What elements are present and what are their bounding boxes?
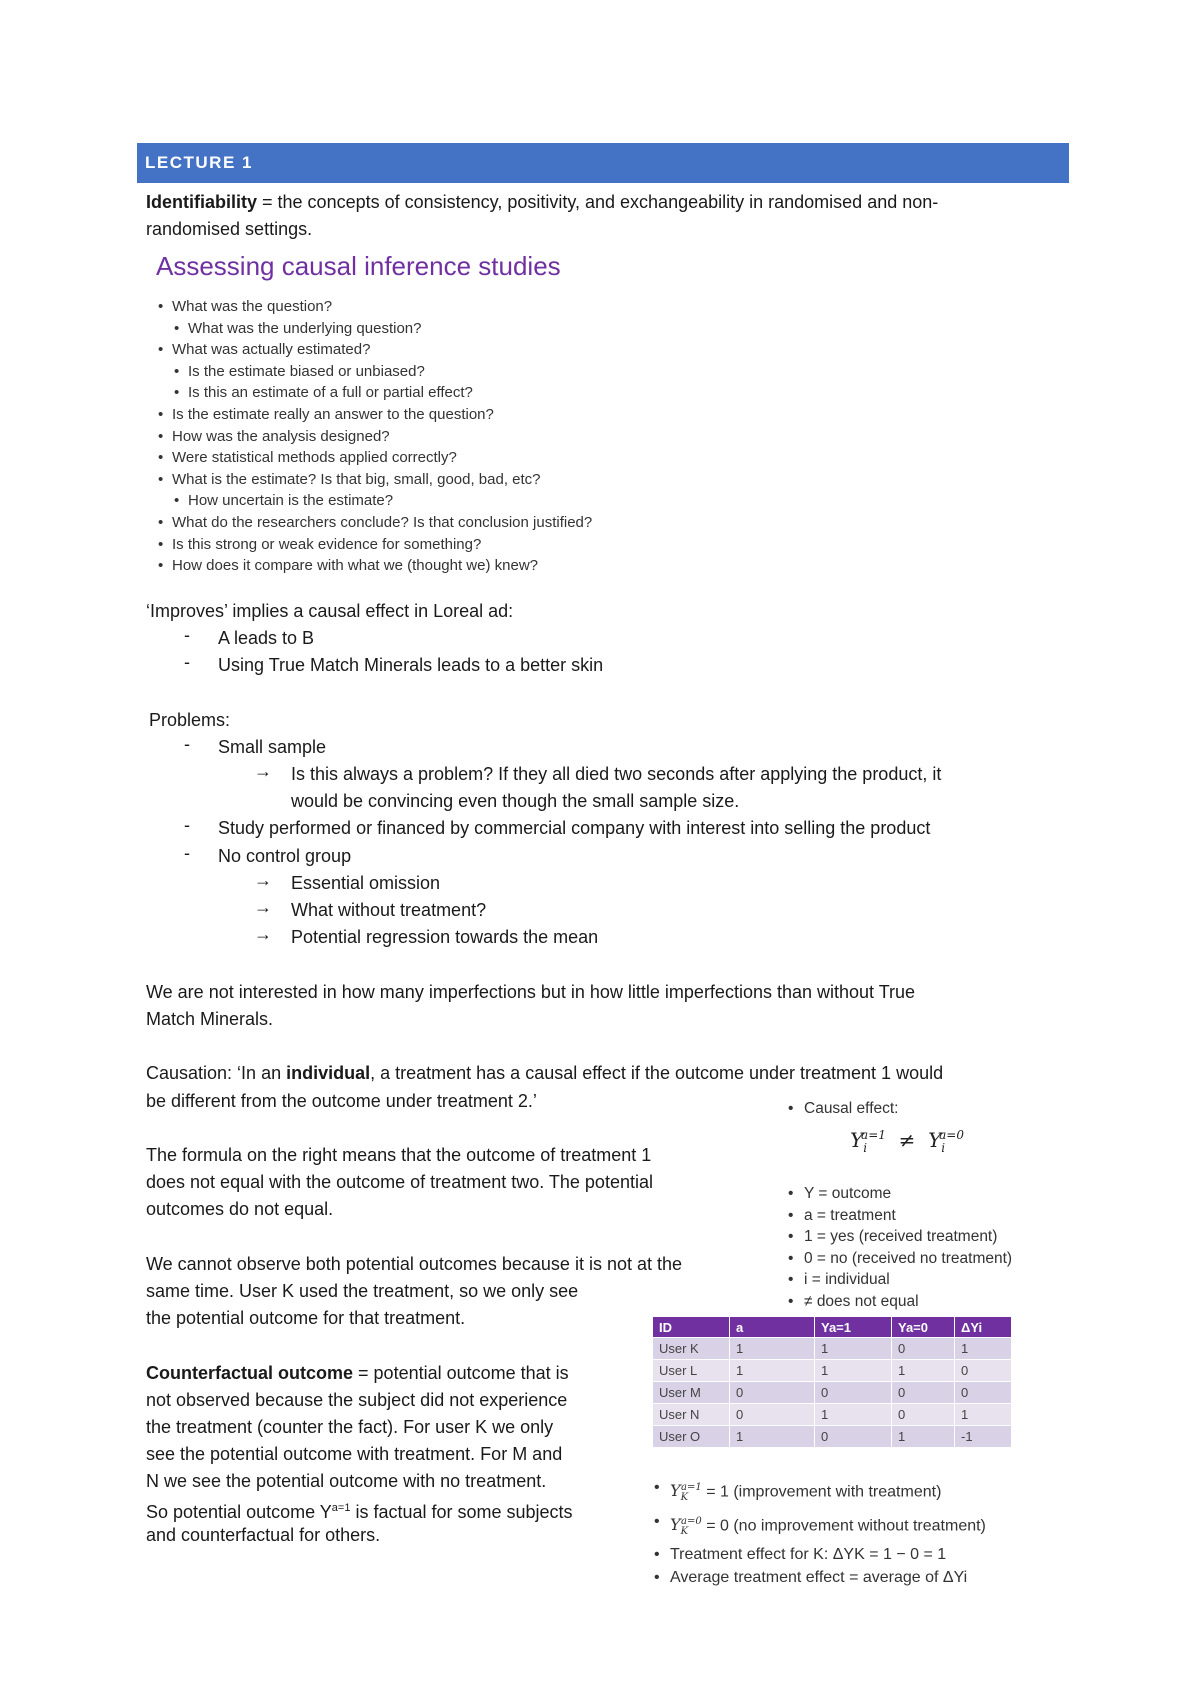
legend-item: • ≠ does not equal [786,1291,1012,1313]
counterfactual-line: and counterfactual for others. [146,1525,381,1545]
dash-marker: - [184,843,190,863]
slide-question-item: • Is the estimate really an answer to the question? [156,404,592,426]
legend-item: • i = individual [786,1269,1012,1291]
counterfactual-term: Counterfactual outcome [146,1363,354,1383]
slide-question-item: • How uncertain is the estimate? [156,490,592,512]
lecture-header: LECTURE 1 [137,143,1069,183]
causal-legend-list [786,1183,1012,1313]
effect-item: • $Y_K^{a=1} = 1$ (improvement with treatment) [652,1476,986,1510]
table-cell: 1 [730,1360,815,1382]
interest-line: We are not interested in how many imperfections but in how little imperfections than without True [146,982,916,1002]
table-cell: 1 [815,1338,892,1360]
problem-subitem: What without treatment? [291,900,487,920]
improves-item: Using True Match Minerals leads to a better skin [218,655,604,675]
counterfactual-line: not observed because the subject did not experience [146,1390,568,1410]
table-cell: 0 [892,1404,955,1426]
legend-item: • 0 = no (received no treatment) [786,1248,1012,1270]
table-cell: 0 [730,1382,815,1404]
table-cell: -1 [955,1426,1012,1448]
dash-marker: - [184,734,190,754]
table-row [653,1338,1012,1360]
causal-effect-formula: $Y_i^{a=1} \ne Y_i^{a=0}$ [850,1128,964,1155]
effect-list [652,1476,986,1589]
table-cell: 1 [815,1404,892,1426]
causation-line: Causation: ‘In an individual, a treatment has a causal effect if the outcome under treatment 1 would [146,1063,944,1083]
observe-text: same time. User K used the treatment, so we only see [146,1281,579,1301]
table-row [653,1360,1012,1382]
problem-item: Small sample [218,737,327,757]
observe-text: We cannot observe both potential outcomes because it is not at the [146,1254,683,1274]
slide-question-item: • What do the researchers conclude? Is that conclusion justified? [156,512,592,534]
slide-title: Assessing causal inference studies [156,251,561,281]
arrow-marker: → [254,897,272,917]
slide-question-item: • What was the underlying question? [156,318,592,340]
slide-question-item: • Is this an estimate of a full or partial effect? [156,382,592,404]
table-row [653,1382,1012,1404]
table-header-cell: ID [653,1317,730,1338]
slide-question-item: • What was actually estimated? [156,339,592,361]
causation-line: be different from the outcome under treatment 2.’ [146,1091,537,1111]
table-cell: 0 [955,1360,1012,1382]
slide-question-list [156,296,592,577]
counterfactual-line: Counterfactual outcome = potential outcome that is [146,1363,569,1383]
problem-item: No control group [218,846,352,866]
table-header-cell: a [730,1317,815,1338]
identifiability-line-2: randomised settings. [146,219,313,239]
legend-item: • a = treatment [786,1205,1012,1227]
effect-item: • Treatment effect for K: ΔYK = 1 − 0 = 1 [652,1543,986,1566]
problem-subitem: Potential regression towards the mean [291,927,599,947]
table-cell: 0 [815,1426,892,1448]
table-cell: User L [653,1360,730,1382]
improves-item: A leads to B [218,628,315,648]
table-cell: 0 [815,1382,892,1404]
dash-marker: - [184,625,190,645]
slide-question-item: • What is the estimate? Is that big, small, good, bad, etc? [156,469,592,491]
counterfactual-line: see the potential outcome with treatment. For M and [146,1444,563,1464]
slide-question-item: • How was the analysis designed? [156,426,592,448]
table-cell: 1 [955,1338,1012,1360]
table-row [653,1426,1012,1448]
table-cell: 0 [955,1382,1012,1404]
dash-marker: - [184,652,190,672]
slide-question-item: • Were statistical methods applied correctly? [156,447,592,469]
table-cell: 1 [815,1360,892,1382]
identifiability-term: Identifiability [146,192,258,212]
potential-outcomes-table [652,1316,1012,1448]
arrow-marker: → [254,870,272,890]
slide-question-item: • What was the question? [156,296,592,318]
table-cell: 0 [892,1338,955,1360]
table-header-cell: Ya=0 [892,1317,955,1338]
table-cell: 1 [892,1360,955,1382]
slide-question-item: • Is the estimate biased or unbiased? [156,361,592,383]
table-cell: 0 [730,1404,815,1426]
table-cell: User N [653,1404,730,1426]
table-cell: 1 [730,1426,815,1448]
counterfactual-line: the treatment (counter the fact). For user K we only [146,1417,554,1437]
table-cell: 1 [892,1426,955,1448]
causal-effect-heading-list [786,1098,899,1120]
problem-item: Study performed or financed by commercial company with interest into selling the product [218,818,931,838]
problem-subitem: Is this always a problem? If they all died two seconds after applying the product, it [291,764,942,784]
counterfactual-line: N we see the potential outcome with no treatment. [146,1471,547,1491]
formula-text: outcomes do not equal. [146,1199,334,1219]
problems-heading: Problems: [149,710,231,730]
table-header-row [653,1317,1012,1338]
formula-text: does not equal with the outcome of treatment two. The potential [146,1172,653,1192]
counterfactual-line: So potential outcome $Y^{a=1}$ is factual for some subjects [146,1502,573,1522]
problem-subitem: would be convincing even though the small sample size. [291,791,740,811]
table-cell: User M [653,1382,730,1404]
effect-item: • $Y_K^{a=0} = 0$ (no improvement without treatment) [652,1510,986,1544]
slide-question-item: • Is this strong or weak evidence for something? [156,534,592,556]
table-cell: 1 [955,1404,1012,1426]
observe-text: the potential outcome for that treatment. [146,1308,466,1328]
table-cell: User O [653,1426,730,1448]
problem-subitem: Essential omission [291,873,441,893]
legend-item: • Y = outcome [786,1183,1012,1205]
slide-question-item: • How does it compare with what we (thought we) knew? [156,555,592,577]
arrow-marker: → [254,924,272,944]
improves-line: ‘Improves’ implies a causal effect in Loreal ad: [146,601,514,621]
table-header-cell: Ya=1 [815,1317,892,1338]
table-cell: User K [653,1338,730,1360]
table-row [653,1404,1012,1426]
causal-effect-heading: • Causal effect: [786,1098,899,1120]
legend-item: • 1 = yes (received treatment) [786,1226,1012,1248]
effect-item: • Average treatment effect = average of ΔYi [652,1566,986,1589]
identifiability-line: Identifiability = the concepts of consistency, positivity, and exchangeability in randomised and non- [146,192,939,212]
table-cell: 1 [730,1338,815,1360]
table-cell: 0 [892,1382,955,1404]
individual-term: individual [286,1063,371,1083]
dash-marker: - [184,815,190,835]
arrow-marker: → [254,761,272,781]
table-header-cell: ΔYi [955,1317,1012,1338]
interest-line: Match Minerals. [146,1009,274,1029]
formula-text: The formula on the right means that the outcome of treatment 1 [146,1145,652,1165]
